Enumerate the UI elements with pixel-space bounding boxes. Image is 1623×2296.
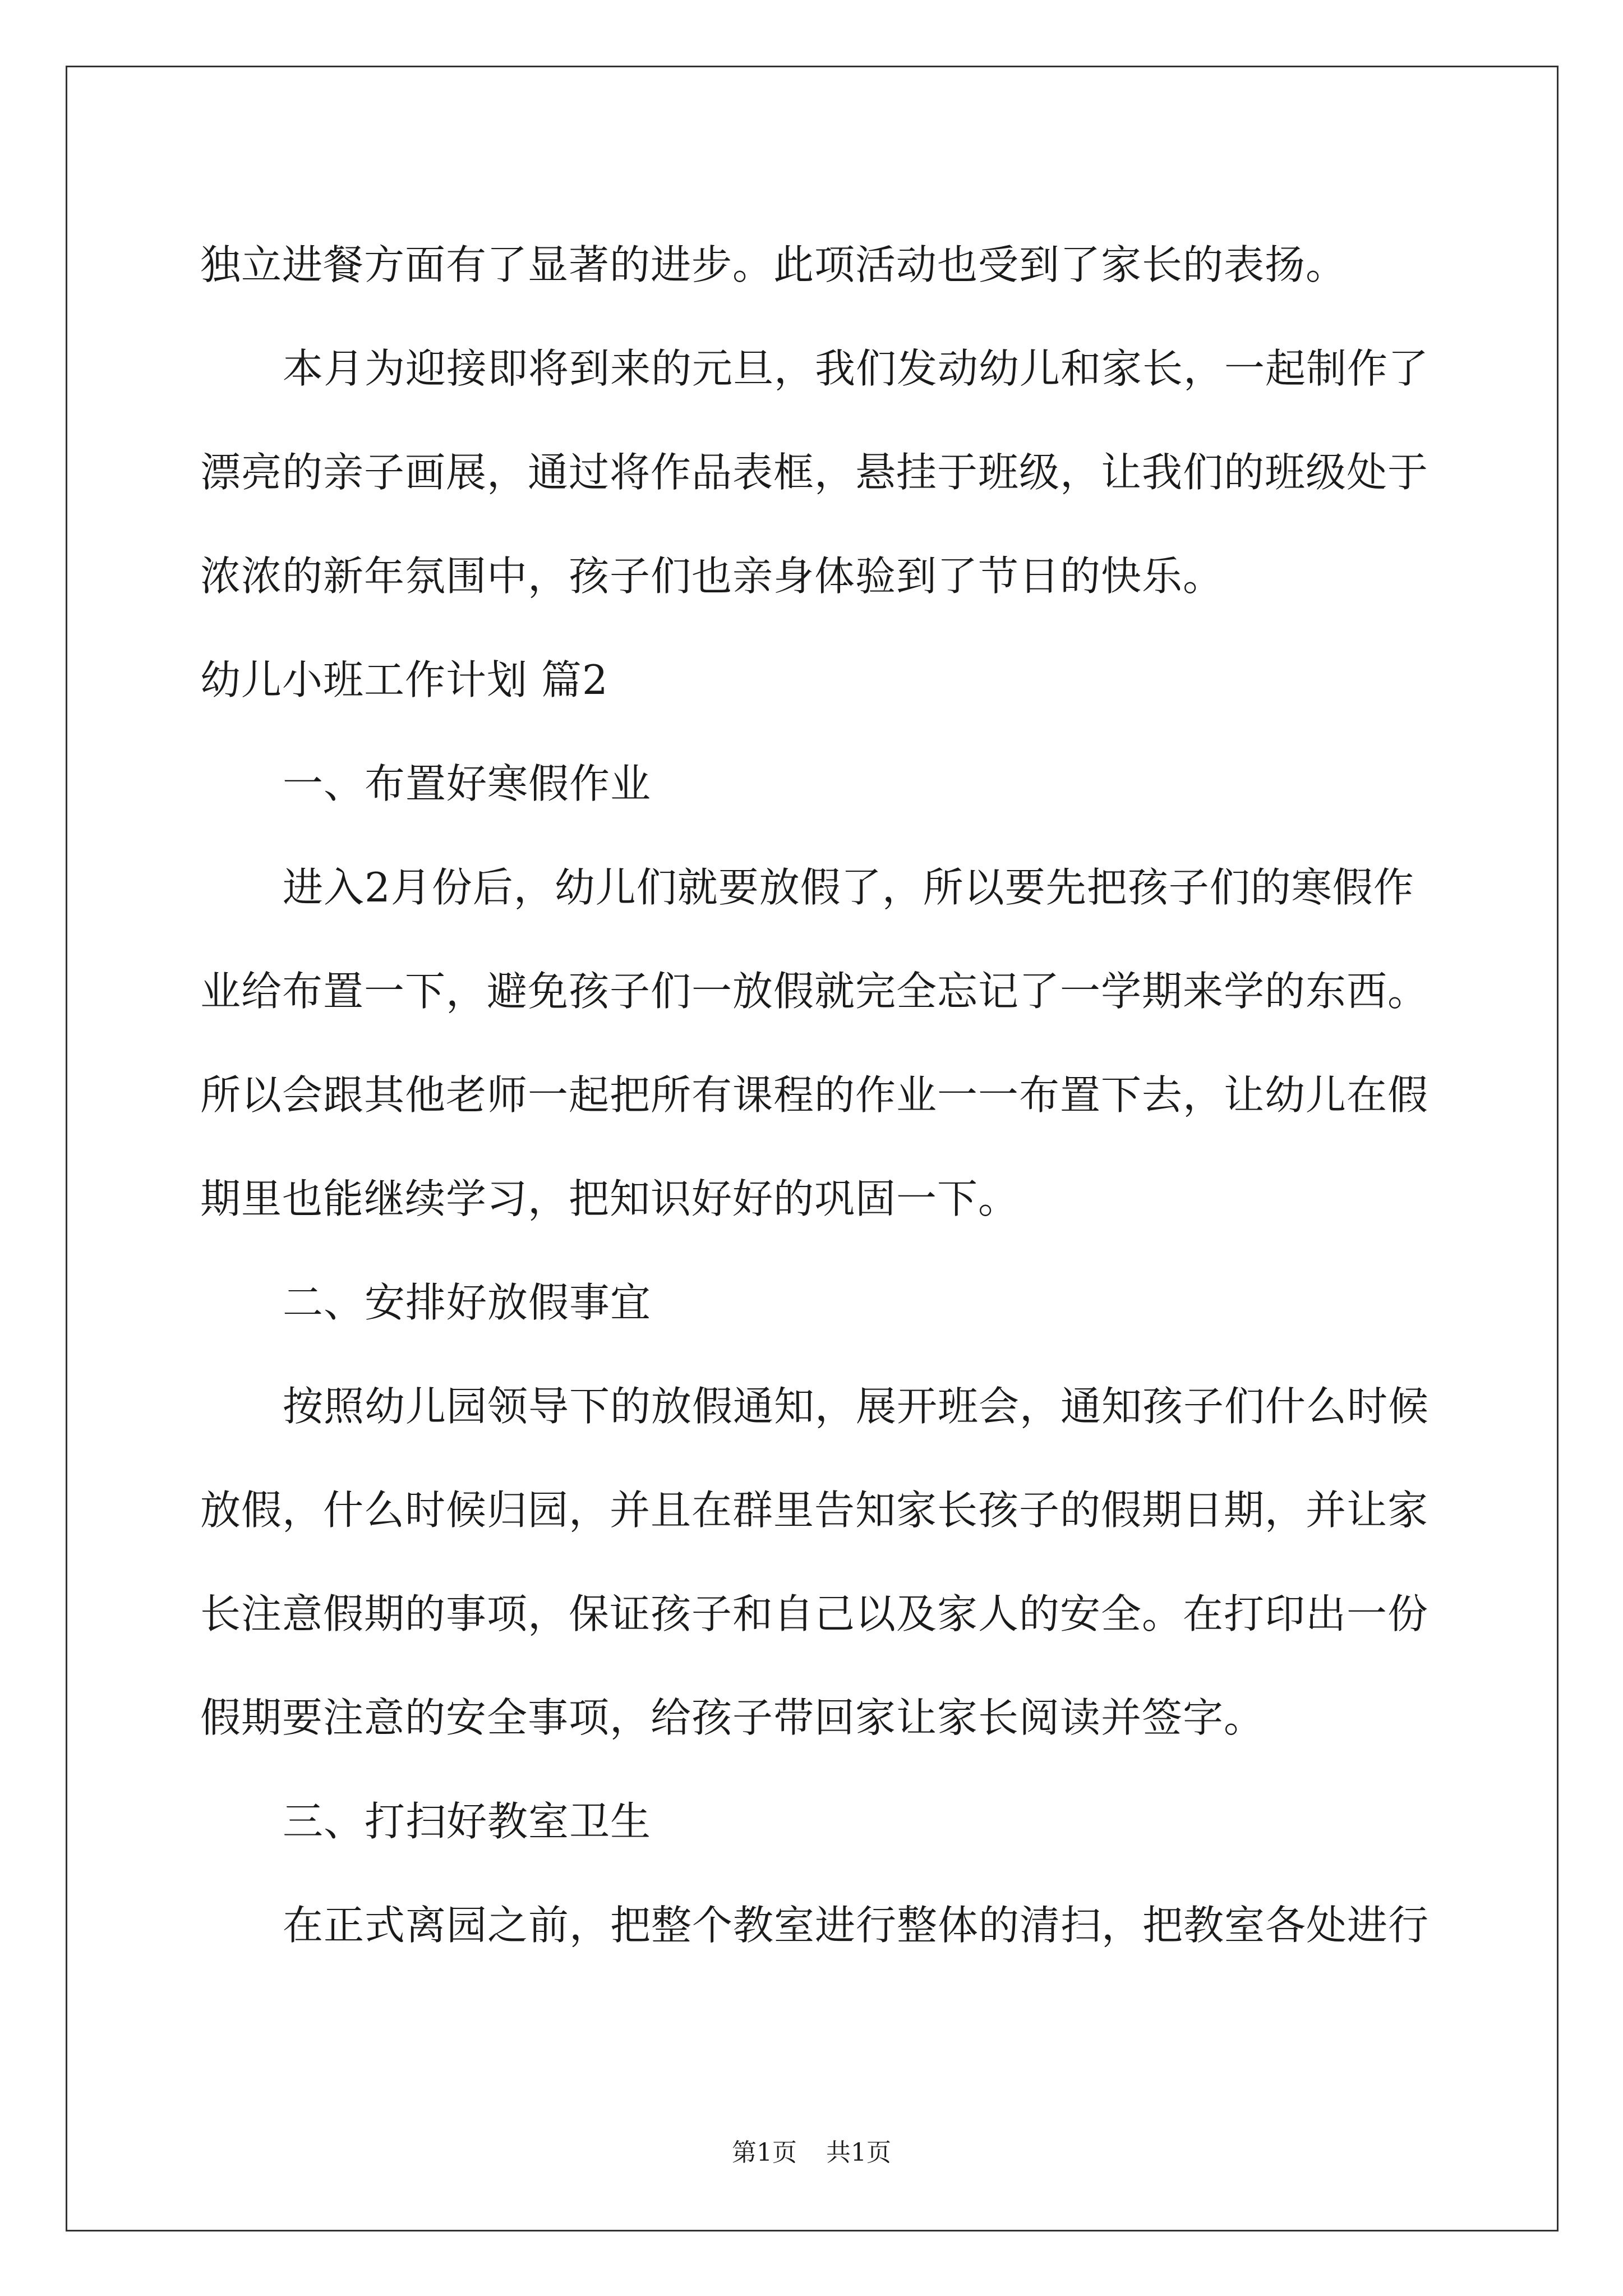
- subheading-2: 二、安排好放假事宜: [283, 1279, 652, 1326]
- section-heading: 幼儿小班工作计划 篇2: [200, 656, 608, 703]
- subheading-3: 三、打扫好教室卫生: [283, 1798, 652, 1845]
- page-total: 共1页: [826, 2138, 891, 2167]
- page-footer: [0, 2136, 1623, 2170]
- document-body: [200, 213, 1430, 1977]
- page-number: 第1页: [732, 2138, 797, 2167]
- subheading-1: 一、布置好寒假作业: [283, 760, 652, 807]
- text-line-15: 假期要注意的安全事项，给孩子带回家让家长阅读并签字。: [200, 1694, 1265, 1741]
- text-line-14: 长注意假期的事项，保证孩子和自己以及家人的安全。在打印出一份: [200, 1590, 1429, 1637]
- text-line-17: 在正式离园之前，把整个教室进行整体的清扫，把教室各处进行: [283, 1902, 1430, 1949]
- text-line-9: 所以会跟其他老师一起把所有课程的作业一一布置下去，让幼儿在假: [200, 1071, 1429, 1119]
- text-line-7: 进入2月份后，幼儿们就要放假了，所以要先把孩子们的寒假作: [283, 864, 1414, 911]
- text-line-12: 按照幼儿园领导下的放假通知，展开班会，通知孩子们什么时候: [283, 1383, 1430, 1430]
- text-line-13: 放假，什么时候归园，并且在群里告知家长孩子的假期日期，并让家: [200, 1487, 1429, 1534]
- text-line-8: 业给布置一下，避免孩子们一放假就完全忘记了一学期来学的东西。: [200, 968, 1429, 1015]
- text-line-1: 独立进餐方面有了显著的进步。此项活动也受到了家长的表扬。: [200, 241, 1347, 288]
- text-line-3: 漂亮的亲子画展，通过将作品表框，悬挂于班级，让我们的班级处于: [200, 449, 1429, 496]
- text-line-2: 本月为迎接即将到来的元旦，我们发动幼儿和家长，一起制作了: [283, 345, 1430, 392]
- text-line-10: 期里也能继续学习，把知识好好的巩固一下。: [200, 1175, 1020, 1222]
- text-line-4: 浓浓的新年氛围中，孩子们也亲身体验到了节日的快乐。: [200, 553, 1224, 600]
